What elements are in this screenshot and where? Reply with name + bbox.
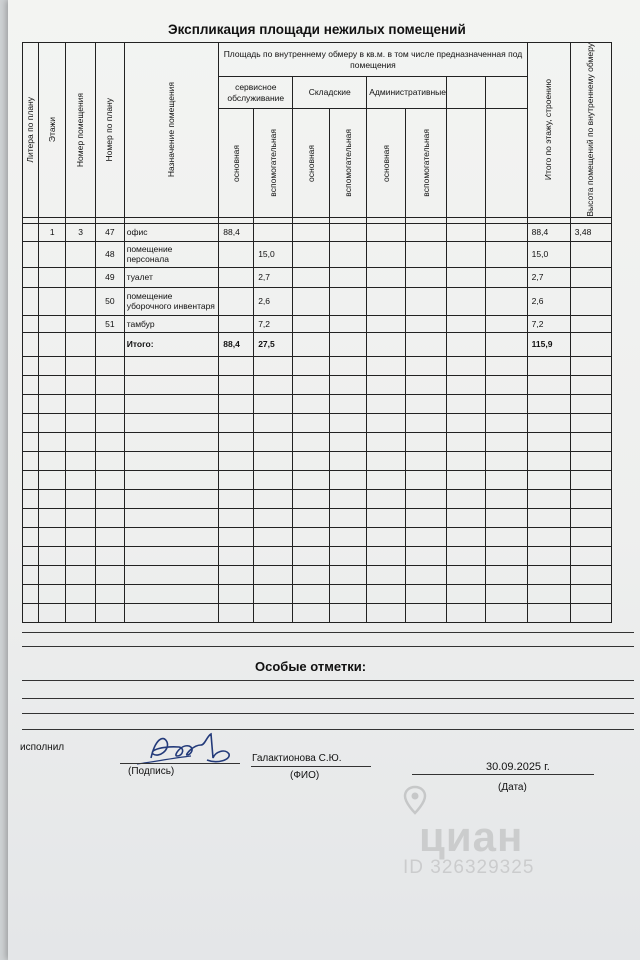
cell-floor: 1: [39, 223, 66, 241]
cell-s_main: 88,4: [219, 332, 254, 356]
header-purpose: Назначение помещения: [124, 43, 219, 218]
table-row: [23, 241, 612, 267]
header-plan-number: Номер по плану: [95, 43, 124, 218]
cell-s_main: [219, 315, 254, 332]
fio-value: Галактионова С.Ю.: [252, 753, 342, 764]
cell-s_aux: 2,6: [254, 287, 293, 315]
empty-row: [23, 603, 612, 622]
header-total: Итого по этажу, строению: [527, 43, 570, 218]
empty-row: [23, 470, 612, 489]
cell-plan: 47: [95, 223, 124, 241]
header-empty-c: [447, 109, 486, 217]
fio-caption: (ФИО): [290, 770, 320, 781]
cell-total: 2,7: [527, 267, 570, 287]
header-empty-d: [486, 109, 527, 217]
header-service-aux: вспомогательная: [254, 109, 293, 217]
header-floors: Этажи: [39, 43, 66, 218]
cell-s_aux: 7,2: [254, 315, 293, 332]
header-empty-b: [486, 77, 527, 109]
header-service-main: основная: [219, 109, 254, 217]
cell-total: 88,4: [527, 223, 570, 241]
cell-name: Итого:: [124, 332, 219, 356]
header-admin-aux: вспомогательная: [406, 109, 447, 217]
empty-row: [23, 375, 612, 394]
cell-height: [570, 287, 611, 315]
cell-room: [66, 241, 96, 267]
cell-height: [570, 267, 611, 287]
cell-total: 115,9: [527, 332, 570, 356]
header-storage: Складские: [293, 77, 367, 109]
cell-total: 15,0: [527, 241, 570, 267]
cell-total: 2,6: [527, 287, 570, 315]
header-admin-main: основная: [367, 109, 406, 217]
header-room-number: Номер помещения: [66, 43, 96, 218]
empty-row: [23, 584, 612, 603]
empty-row: [23, 413, 612, 432]
cell-plan: 50: [95, 287, 124, 315]
table-row: [23, 287, 612, 315]
document-page: [8, 0, 640, 960]
table-row: [23, 223, 612, 241]
cell-room: [66, 287, 96, 315]
cell-name: тамбур: [124, 315, 219, 332]
watermark-id: ID 326329325: [403, 857, 535, 878]
cell-floor: [39, 287, 66, 315]
cell-name: туалет: [124, 267, 219, 287]
document-title: Экспликация площади нежилых помещений: [168, 22, 466, 37]
empty-row: [23, 565, 612, 584]
empty-row: [23, 356, 612, 375]
header-letter: Литера по плану: [23, 43, 39, 218]
date-caption: (Дата): [498, 782, 527, 793]
cell-total: 7,2: [527, 315, 570, 332]
cell-height: 3,48: [570, 223, 611, 241]
location-pin-icon: [403, 785, 427, 815]
header-area-group: Площадь по внутреннему обмеру в кв.м. в том числе предназначенная под помещения: [219, 43, 527, 77]
header-service: сервисное обслуживание: [219, 77, 293, 109]
header-storage-main: основная: [293, 109, 330, 217]
cell-plan: 49: [95, 267, 124, 287]
cell-s_aux: 15,0: [254, 241, 293, 267]
empty-row: [23, 527, 612, 546]
cell-height: [570, 332, 611, 356]
cell-s_main: [219, 287, 254, 315]
cell-s_main: [219, 267, 254, 287]
date-value: 30.09.2025 г.: [486, 761, 550, 773]
header-height: Высота помещений по внутреннему обмеру: [570, 43, 611, 218]
cell-plan: 51: [95, 315, 124, 332]
cell-room: 3: [66, 223, 96, 241]
special-marks-title: Особые отметки:: [255, 659, 367, 674]
cell-floor: [39, 332, 66, 356]
cell-s_aux: [254, 223, 293, 241]
header-storage-aux: вспомогательная: [330, 109, 367, 217]
header-empty-a: [447, 77, 486, 109]
table-row: [23, 332, 612, 356]
cell-s_aux: 27,5: [254, 332, 293, 356]
cell-plan: [95, 332, 124, 356]
cell-height: [570, 315, 611, 332]
cell-room: [66, 315, 96, 332]
cell-plan: 48: [95, 241, 124, 267]
table-row: [23, 315, 612, 332]
cell-s_aux: 2,7: [254, 267, 293, 287]
empty-row: [23, 394, 612, 413]
cell-room: [66, 267, 96, 287]
cell-floor: [39, 267, 66, 287]
empty-row: [23, 489, 612, 508]
cell-s_main: 88,4: [219, 223, 254, 241]
empty-row: [23, 432, 612, 451]
empty-row: [23, 508, 612, 527]
explication-table: [22, 42, 612, 623]
watermark-brand: циан: [419, 813, 524, 860]
cell-room: [66, 332, 96, 356]
cell-floor: [39, 315, 66, 332]
cell-floor: [39, 241, 66, 267]
cell-name: офис: [124, 223, 219, 241]
cell-s_main: [219, 241, 254, 267]
empty-row: [23, 546, 612, 565]
empty-row: [23, 451, 612, 470]
signature-caption: (Подпись): [128, 766, 175, 777]
cell-height: [570, 241, 611, 267]
cell-name: помещение уборочного инвентаря: [124, 287, 219, 315]
performer-label: исполнил: [20, 742, 65, 753]
cell-name: помещение персонала: [124, 241, 219, 267]
table-row: [23, 267, 612, 287]
header-admin: Административные: [367, 77, 447, 109]
